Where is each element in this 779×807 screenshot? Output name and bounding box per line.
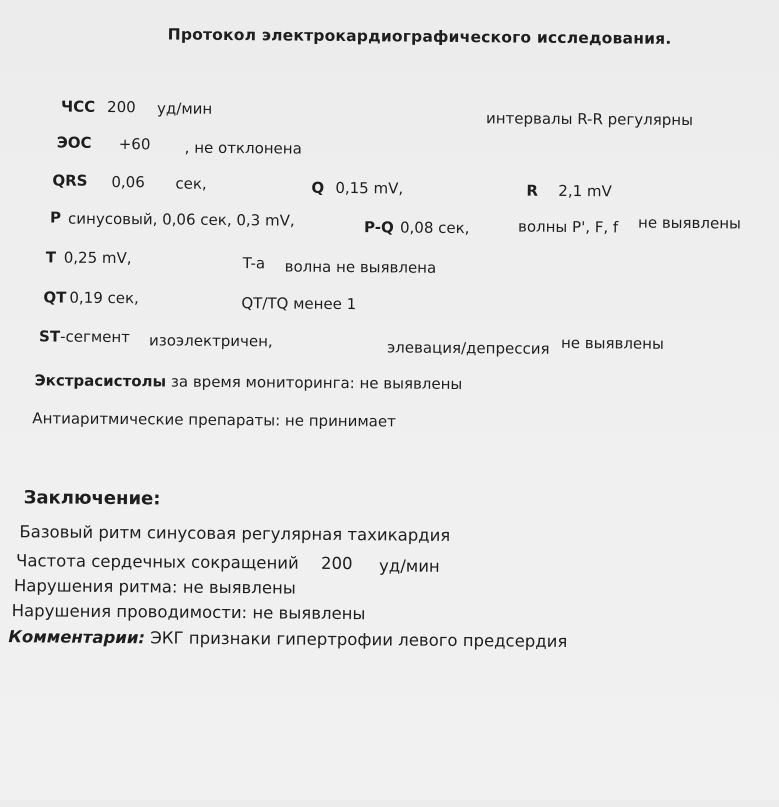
q-label: Q: [311, 178, 325, 197]
extrasystoles: [35, 371, 463, 393]
conclusion-hr-label: Частота сердечных сокращений: [16, 551, 299, 573]
qrs-unit: сек,: [175, 174, 207, 193]
hr-value: 200: [106, 97, 136, 117]
st-label-bold: ST: [38, 327, 61, 346]
rhythm-disorders: Нарушения ритма: не выявлены: [13, 576, 296, 598]
ta-value: волна не выявлена: [284, 257, 437, 277]
ta-label: T-a: [242, 254, 266, 273]
extrasystoles-label: Экстрасистолы: [34, 371, 167, 391]
conclusion-hr-unit: уд/мин: [378, 556, 440, 576]
r-label: R: [526, 181, 538, 200]
antiarrhythmic-drugs: Антиаритмические препараты: не принимает: [32, 409, 396, 431]
rr-intervals: интервалы R-R регулярны: [485, 109, 694, 130]
qt-label: QT: [43, 288, 67, 307]
qt-tq-ratio: QT/TQ менее 1: [241, 294, 357, 314]
elevation-status: не выявлены: [560, 333, 664, 353]
comments-label: Комментарии:: [8, 627, 146, 648]
p-label: P: [50, 208, 62, 227]
q-value: 0,15 mV,: [335, 178, 404, 198]
eos-note: , не отклонена: [184, 138, 302, 158]
hr-unit: уд/мин: [156, 99, 213, 118]
conclusion-heading: Заключение:: [23, 487, 161, 510]
waves-status: не выявлены: [638, 213, 741, 233]
comments-text: ЭКГ признаки гипертрофии левого предсердия: [150, 628, 568, 651]
qt-value: 0,19 сек,: [69, 288, 139, 308]
elevation-label: элевация/депрессия: [386, 338, 550, 358]
p-description: синусовый, 0,06 сек, 0,3 mV,: [68, 209, 295, 230]
r-value: 2,1 mV: [558, 181, 612, 201]
qrs-label: QRS: [52, 171, 88, 190]
extrasystoles-value: за время мониторинга: не выявлены: [170, 372, 463, 394]
conclusion-hr-value: 200: [321, 553, 353, 574]
t-value: 0,25 mV,: [63, 248, 132, 268]
waves-label: волны P', F, f: [517, 217, 619, 237]
hr-label: ЧСС: [60, 97, 96, 116]
pq-value: 0,08 сек,: [399, 218, 470, 238]
qrs-value: 0,06: [111, 172, 145, 192]
eos-label: ЭОС: [56, 133, 92, 152]
pq-label: P-Q: [363, 218, 394, 237]
document-title: Протокол электрокардиографического исследования.: [167, 25, 672, 48]
st-label-rest: -сегмент: [60, 327, 131, 347]
conclusion-rhythm: Базовый ритм синусовая регулярная тахикардия: [19, 522, 451, 545]
st-label: [39, 327, 130, 346]
comments: [8, 627, 567, 652]
st-value: изоэлектричен,: [148, 331, 273, 351]
eos-value: +60: [118, 135, 151, 154]
conduction-disorders: Нарушения проводимости: не выявлены: [11, 601, 366, 624]
t-label: T: [45, 248, 57, 267]
